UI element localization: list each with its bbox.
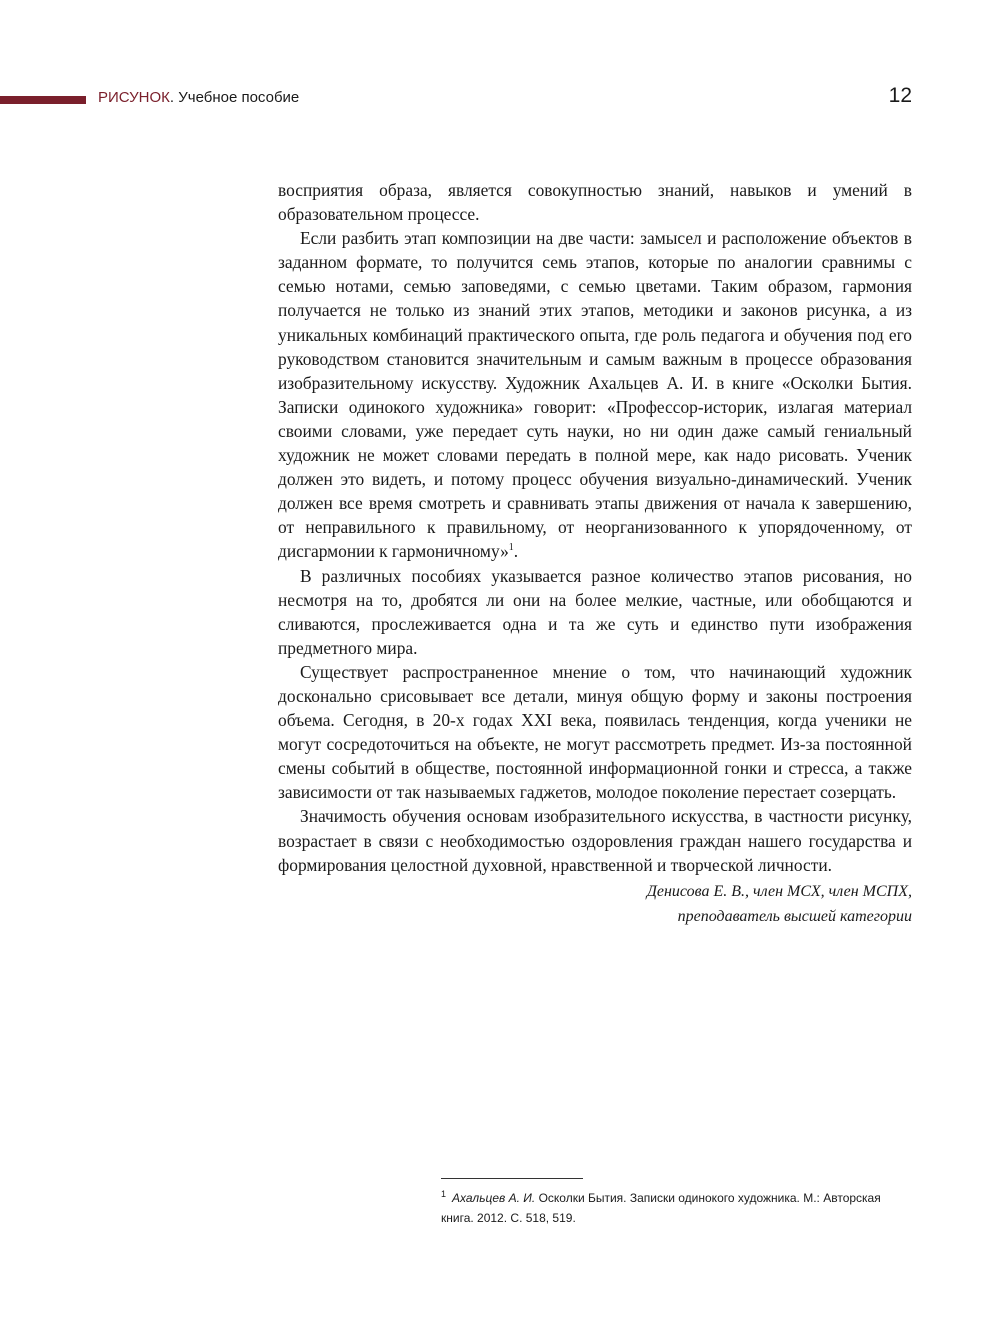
paragraph-2-text: Если разбить этап композиции на две части: замысел и расположение объектов в заданном формате, то получится семь этапов, которые по аналогии сравнимы с семью нотами, семью заповедями, с семью цветами. Таким образом, гармония получается не только из знаний этих этапов, методики и законов рисунка, а из уникальных комбинаций практического опыта, где роль педагога и обучения под его руководством становится значительным и самым важным в процессе образования изобразительному искусству. Художник Ахальцев А. И. в книге «Осколки Бытия. Записки одинокого художника» говорит: «Профессор-историк, излагая материал своими словами, уже передает суть науки, но ни один даже самый гениальный художник не может словами передать в полной мере, как надо рисовать. Ученик должен это видеть, и потому процесс обучения визуально-динамический. Ученик должен все время смотреть и сравнивать этапы движения от начала к завершению, от неправильного к правильному, от неорганизованного к упорядоченному, от дисгармонии к гармоничному» <box>278 228 912 562</box>
footnote <box>441 1188 903 1228</box>
paragraph-2 <box>278 226 912 563</box>
running-header <box>98 89 299 106</box>
header-accent-bar <box>0 96 86 104</box>
paragraph-3: В различных пособиях указывается разное количество этапов рисования, но несмотря на то, дробятся ли они на более мелкие, частные, или обобщаются и сливаются, прослеживается одна и та же суть и единство пути изображения предметного мира. <box>278 565 912 658</box>
paragraph-1: восприятия образа, является совокупностью знаний, навыков и умений в образовательном процессе. <box>278 180 912 225</box>
header-subtitle: . Учебное пособие <box>169 89 300 106</box>
paragraph-4: Существует распространенное мнение о том, что начинающий художник досконально срисовывает все детали, минуя общую форму и законы построения объема. Сегодня, в 20-х годах XXI века, появилась тенденция, когда ученики не могут сосредоточиться на объекте, не могут рассмотреть предмет. Из-за постоянной смены событий в обществе, постоянной информационной гонки и стресса, а также зависимости от так называемых гаджетов, молодое поколение перестает созерцать. <box>278 661 912 803</box>
header-section-name: РИСУНОК <box>98 89 170 106</box>
paragraph-2-end: . <box>513 541 519 562</box>
page-number: 12 <box>888 84 912 107</box>
footnote-author: Ахальцев А. И. <box>452 1191 536 1205</box>
signature-title: преподаватель высшей категории <box>677 907 912 925</box>
main-text <box>278 178 912 929</box>
footnote-divider <box>441 1178 583 1179</box>
paragraph-5: Значимость обучения основам изобразительного искусства, в частности рисунку, возрастает в связи с необходимостью оздоровления граждан нашего государства и формирования целостной духовной, нравственной и творческой личности. <box>278 806 912 875</box>
footnote-mark: 1 <box>441 1189 447 1199</box>
footnote-text: Осколки Бытия. Записки одинокого художника. М.: Авторская книга. 2012. С. 518, 519. <box>441 1191 881 1225</box>
footnote-reference[interactable]: 1 <box>508 542 514 554</box>
signature-name: Денисова Е. В., член МСХ, член МСПХ, <box>646 882 912 900</box>
author-signature <box>278 879 912 929</box>
